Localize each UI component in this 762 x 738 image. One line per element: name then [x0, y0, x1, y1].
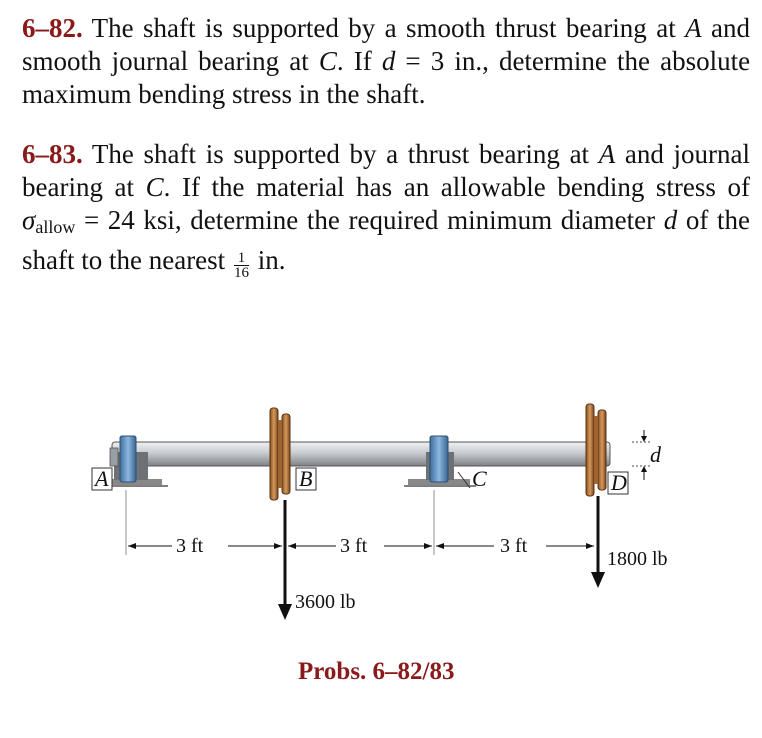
dimension-bc	[288, 535, 432, 557]
pulley-d	[586, 404, 606, 496]
problem-number: 6–83.	[22, 139, 83, 169]
problem-text: bending stress of	[557, 172, 750, 202]
variable-c: C	[145, 172, 164, 202]
load-d-arrow	[591, 496, 668, 588]
label-b-text: B	[299, 466, 313, 491]
dimension-ab	[128, 535, 282, 557]
label-c	[458, 466, 487, 491]
dimension-cd	[436, 535, 594, 557]
problem-text: The shaft is supported by a thrust bearing at	[91, 139, 590, 169]
diameter-dimension	[632, 430, 662, 480]
label-a	[92, 466, 112, 491]
variable-a: A	[685, 13, 702, 43]
load-b-arrow	[278, 500, 356, 620]
dimension-label: 3 ft	[176, 535, 204, 557]
variable-d: d	[381, 46, 396, 76]
dimension-label: 3 ft	[340, 535, 368, 557]
variable-a: A	[598, 139, 616, 169]
load-b-label: 3600 lb	[295, 591, 356, 613]
problem-text: and smooth journal bearing at	[22, 13, 750, 76]
label-b	[296, 466, 316, 491]
diameter-label: d	[650, 442, 661, 467]
label-a-text: A	[95, 466, 109, 491]
sigma-subscript: allow	[35, 217, 76, 237]
figure-caption: Probs. 6–82/83	[298, 658, 455, 685]
problem-text: The shaft is supported by a smooth thrust bearing at	[91, 13, 676, 43]
problem-text: in.	[257, 245, 286, 275]
fraction	[234, 251, 249, 280]
variable-d: d	[663, 205, 678, 235]
problem-text: = 24 ksi, determine the required	[83, 205, 439, 235]
label-d	[608, 470, 628, 495]
problem-number: 6–82.	[22, 13, 83, 43]
problem-text: and	[624, 139, 664, 169]
problem-text: minimum diameter	[447, 205, 656, 235]
problem-6-82	[22, 12, 750, 111]
problem-text: . If	[336, 46, 372, 76]
problem-text: the absolute maximum bending stress in the shaft.	[22, 46, 751, 109]
problem-text: journal bearing at	[22, 139, 750, 202]
variable-c: C	[318, 46, 337, 76]
sigma-symbol: σ	[22, 205, 36, 235]
problem-6-83	[22, 138, 750, 280]
fraction-denominator: 16	[233, 265, 249, 281]
load-d-label: 1800 lb	[607, 548, 668, 570]
pulley-b	[270, 408, 290, 500]
fraction-numerator: 1	[234, 251, 249, 266]
problem-text: . If the material has an allowable	[163, 172, 546, 202]
dimension-label: 3 ft	[500, 535, 528, 557]
problem-text: of the shaft to the nearest	[22, 205, 750, 275]
label-c-text: C	[472, 466, 487, 491]
shaft-figure	[0, 380, 762, 738]
problem-text: = 3 in., determine	[405, 46, 607, 76]
shaft	[112, 442, 610, 466]
label-d-text: D	[611, 470, 627, 495]
